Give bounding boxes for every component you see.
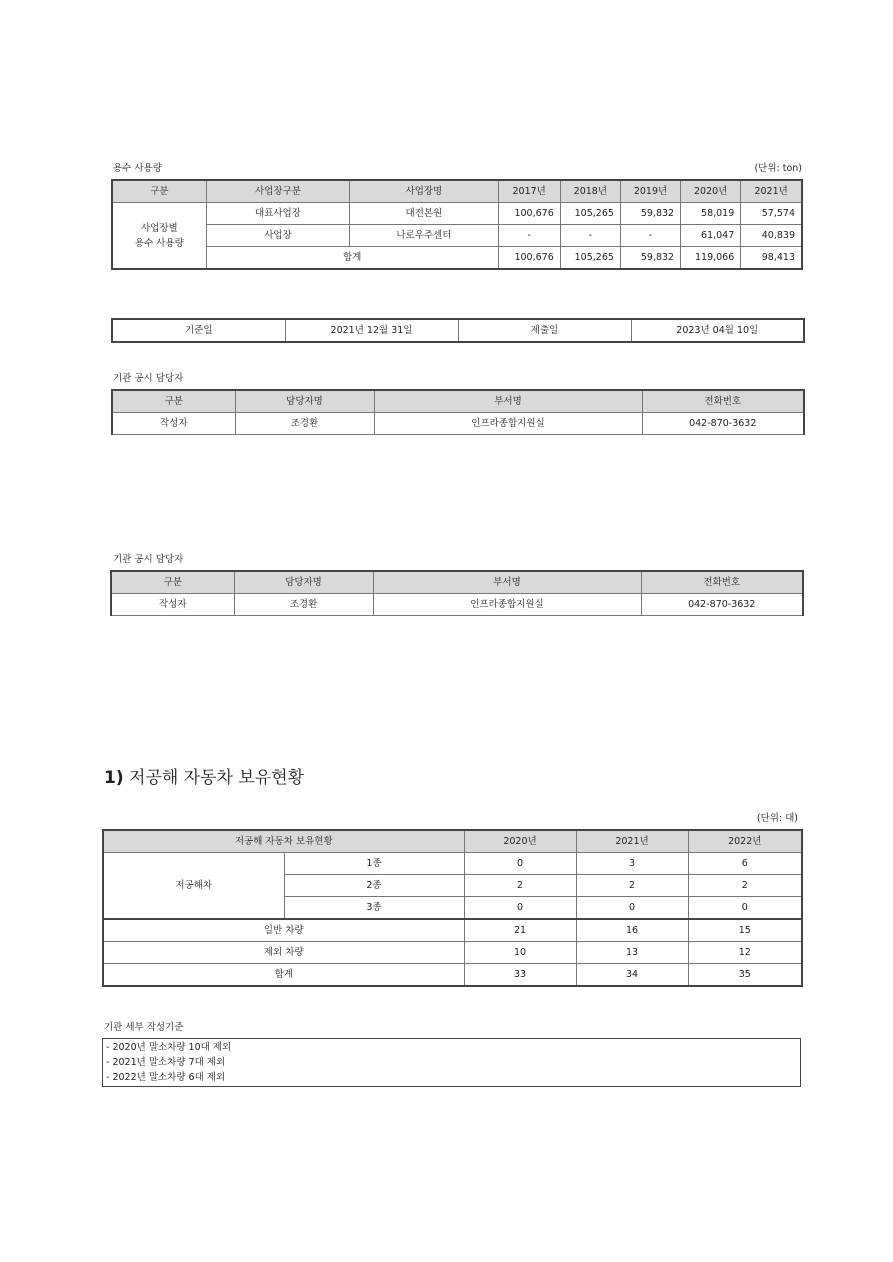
total-value-cell: 100,676 <box>498 247 560 270</box>
site-name-cell: 대전본원 <box>350 203 498 225</box>
class-label-cell: 3종 <box>284 897 464 920</box>
value-cell: 40,839 <box>741 225 802 247</box>
value-cell: - <box>560 225 620 247</box>
vehicles-table <box>102 829 803 987</box>
criteria-line: - 2020년 말소차량 10대 제외 <box>106 1042 232 1053</box>
group-label-line: 사업장별 <box>141 222 178 234</box>
phone-cell: 042-870-3632 <box>642 413 804 435</box>
value-cell: 16 <box>576 919 688 942</box>
dates-table <box>111 318 805 343</box>
department-cell: 인프라종합지원실 <box>373 594 641 616</box>
header-cell: 부서명 <box>373 571 641 594</box>
header-cell: 저공해 자동차 보유현황 <box>103 830 464 853</box>
low-emission-label: 저공해차 <box>103 853 284 920</box>
header-cell: 2021년 <box>576 830 688 853</box>
header-cell: 담당자명 <box>235 390 374 413</box>
phone-cell: 042-870-3632 <box>641 594 803 616</box>
criteria-caption: 기관 세부 작성기준 <box>104 1022 184 1033</box>
person-name-cell: 조경환 <box>234 594 373 616</box>
group-label-cell <box>112 203 206 270</box>
header-cell: 전화번호 <box>641 571 803 594</box>
submit-date-label: 제출일 <box>458 319 631 342</box>
header-cell: 사업장명 <box>350 180 498 203</box>
base-date-label: 기준일 <box>112 319 285 342</box>
section-title: 저공해 자동차 보유현황 <box>129 768 305 788</box>
value-cell: 15 <box>688 919 802 942</box>
table-row <box>103 942 802 964</box>
vehicles-unit: (단위: 대) <box>756 813 798 824</box>
criteria-line: - 2022년 말소차량 6대 제외 <box>106 1072 226 1083</box>
value-cell: - <box>498 225 560 247</box>
section-heading <box>104 763 304 788</box>
total-value-cell: 105,265 <box>560 247 620 270</box>
total-row <box>112 247 802 270</box>
value-cell: 2 <box>464 875 576 897</box>
base-date-value: 2021년 12월 31일 <box>285 319 458 342</box>
table-row <box>112 225 802 247</box>
header-cell: 2018년 <box>560 180 620 203</box>
header-cell: 2021년 <box>741 180 802 203</box>
role-cell: 작성자 <box>111 594 234 616</box>
table-row <box>111 594 803 616</box>
total-value-cell: 59,832 <box>620 247 680 270</box>
person-name-cell: 조경환 <box>235 413 374 435</box>
water-unit: (단위: ton) <box>754 163 802 174</box>
site-type-cell: 대표사업장 <box>206 203 349 225</box>
value-cell: 57,574 <box>741 203 802 225</box>
value-cell: 61,047 <box>681 225 741 247</box>
water-header-row <box>112 180 802 203</box>
table-row <box>112 203 802 225</box>
total-value-cell: 98,413 <box>741 247 802 270</box>
contact2-header-row <box>111 571 803 594</box>
row-label-cell: 제외 차량 <box>103 942 464 964</box>
value-cell: 34 <box>576 964 688 987</box>
header-cell: 구분 <box>112 180 206 203</box>
value-cell: 59,832 <box>620 203 680 225</box>
contact1-table <box>111 389 805 435</box>
header-cell: 2022년 <box>688 830 802 853</box>
header-cell: 담당자명 <box>234 571 373 594</box>
vehicles-header-row <box>103 830 802 853</box>
contact1-header-row <box>112 390 804 413</box>
contact2-table <box>110 570 804 616</box>
row-label-cell: 합계 <box>103 964 464 987</box>
value-cell: 35 <box>688 964 802 987</box>
water-usage-table <box>111 179 803 270</box>
value-cell: 6 <box>688 853 802 875</box>
header-cell: 2020년 <box>681 180 741 203</box>
contact2-caption: 기관 공시 담당자 <box>113 554 184 565</box>
value-cell: 21 <box>464 919 576 942</box>
class-label-cell: 1종 <box>284 853 464 875</box>
total-label-cell: 합계 <box>206 247 498 270</box>
row-label-cell: 일반 차량 <box>103 919 464 942</box>
header-cell: 2017년 <box>498 180 560 203</box>
water-caption: 용수 사용량 <box>113 163 162 174</box>
department-cell: 인프라종합지원실 <box>374 413 642 435</box>
value-cell: 0 <box>688 897 802 920</box>
value-cell: 3 <box>576 853 688 875</box>
group-label-line: 용수 사용량 <box>134 237 184 249</box>
value-cell: - <box>620 225 680 247</box>
value-cell: 105,265 <box>560 203 620 225</box>
contact1-caption: 기관 공시 담당자 <box>113 373 184 384</box>
dates-row <box>112 319 804 342</box>
value-cell: 0 <box>576 897 688 920</box>
submit-date-value: 2023년 04월 10일 <box>631 319 804 342</box>
value-cell: 100,676 <box>498 203 560 225</box>
header-cell: 구분 <box>111 571 234 594</box>
header-cell: 사업장구분 <box>206 180 349 203</box>
criteria-line: - 2021년 말소차량 7대 제외 <box>106 1057 226 1068</box>
header-cell: 2020년 <box>464 830 576 853</box>
header-cell: 구분 <box>112 390 235 413</box>
table-row <box>112 413 804 435</box>
value-cell: 58,019 <box>681 203 741 225</box>
value-cell: 2 <box>576 875 688 897</box>
value-cell: 12 <box>688 942 802 964</box>
value-cell: 2 <box>688 875 802 897</box>
site-type-cell: 사업장 <box>206 225 349 247</box>
value-cell: 13 <box>576 942 688 964</box>
site-name-cell: 나로우주센터 <box>350 225 498 247</box>
value-cell: 33 <box>464 964 576 987</box>
role-cell: 작성자 <box>112 413 235 435</box>
value-cell: 10 <box>464 942 576 964</box>
total-row <box>103 964 802 987</box>
section-number: 1) <box>104 768 124 788</box>
table-row <box>103 919 802 942</box>
class-label-cell: 2종 <box>284 875 464 897</box>
criteria-box <box>102 1038 801 1087</box>
total-value-cell: 119,066 <box>681 247 741 270</box>
header-cell: 전화번호 <box>642 390 804 413</box>
value-cell: 0 <box>464 897 576 920</box>
table-row <box>103 853 802 875</box>
header-cell: 2019년 <box>620 180 680 203</box>
header-cell: 부서명 <box>374 390 642 413</box>
value-cell: 0 <box>464 853 576 875</box>
